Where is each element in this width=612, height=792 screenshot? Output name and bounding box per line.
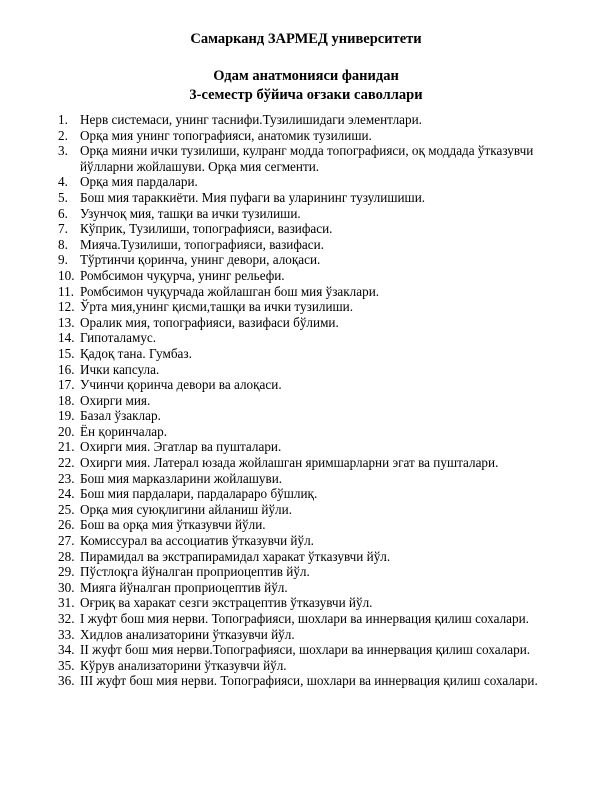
question-number: 15. [58,345,75,361]
question-item [58,268,558,284]
question-text: Гипоталамус. [80,330,157,346]
question-text: Оралик мия, топографияси, вазифаси бўлими. [80,314,339,330]
question-text: Қадоқ тана. Гумбаз. [80,345,192,361]
question-number: 22. [58,455,75,471]
question-number: 32. [58,611,75,626]
question-number: 28. [58,548,75,564]
question-text: Охирги мия. [80,392,151,408]
question-number: 10. [58,267,75,283]
question-number: 19. [58,408,75,424]
question-number: 13. [58,314,75,330]
question-item [58,315,558,331]
question-item [58,595,558,611]
question-text: Бош мия пардалари, пардалараро бўшлиқ. [80,486,318,502]
question-text: Ромбсимон чуқурча, унинг рельефи. [80,267,285,283]
question-item [58,471,558,487]
question-text: Базал ўзаклар. [80,408,161,424]
question-item [58,627,558,643]
question-text: Ички капсула. [80,361,160,377]
question-text: Орқа мия пардалари. [80,174,198,190]
question-text: Хидлов анализаторини ўтказувчи йўл. [80,626,295,642]
question-text: Пўстлоқга йўналган проприоцептив йўл. [80,564,310,580]
question-item [58,424,558,440]
question-number: 8. [58,236,68,252]
subject-title: Одам анатмонияси фанидан [213,68,399,84]
question-number: 12. [58,299,75,315]
question-item [58,330,558,346]
question-text: Охирги мия. Латерал юзада жойлашган яримшарларни эгат ва пушталари. [80,455,499,471]
question-item [58,549,558,565]
question-item [58,580,558,596]
university-title: Самарканд ЗАРМЕД университети [190,31,422,47]
question-text: II жуфт бош мия нерви.Топографияси, шохлари ва иннервация қилиш сохалари. [80,642,531,658]
question-text: Бош ва орқа мия ўтказувчи йўли. [80,517,266,533]
question-text: Кўрув анализаторини ўтказувчи йўл. [80,657,287,673]
question-text: Орқа мия суюқлигини айланиш йўли. [80,501,292,517]
question-item [58,128,558,144]
question-number: 3. [58,143,68,159]
question-number: 16. [58,361,75,377]
question-text: Тўртинчи қоринча, унинг девори, алоқаси. [80,252,321,268]
question-text: Оғриқ ва харакат сезги экстрацептив ўтказувчи йўл. [80,595,373,611]
question-text: Нерв системаси, унинг таснифи.Тузилишидаги элементлари. [80,112,422,127]
question-number: 1. [58,112,68,127]
question-item [58,112,558,128]
question-item [58,174,558,190]
question-number: 20. [58,423,75,439]
question-item [58,284,558,300]
question-item [58,611,558,627]
question-text: I жуфт бош мия нерви. Топографияси, шохлари ва иннервация қилиш сохалари. [80,611,529,626]
question-number: 24. [58,486,75,502]
question-item [58,517,558,533]
question-text: Мияча.Тузилиши, топографияси, вазифаси. [80,236,324,252]
question-text: Мияга йўналган проприоцептив йўл. [80,579,288,595]
question-text: Бош мия марказларини жойлашуви. [80,470,283,486]
question-text: Ромбсимон чуқурчада жойлашган бош мия ўзаклари. [80,283,380,299]
question-number: 6. [58,205,68,221]
question-item [58,408,558,424]
question-number: 21. [58,439,75,455]
question-number: 31. [58,595,75,611]
question-item [58,206,558,222]
question-item [58,533,558,549]
question-number: 14. [58,330,75,346]
question-text: Учинчи қоринча девори ва алоқаси. [80,377,282,393]
question-item [58,377,558,393]
question-text: Комиссурал ва ассоциатив ўтказувчи йўл. [80,533,314,549]
question-number: 18. [58,392,75,408]
question-number: 33. [58,626,75,642]
question-number: 9. [58,252,68,268]
question-item [58,237,558,253]
question-item [58,439,558,455]
questions-list [58,112,558,689]
question-number: 29. [58,564,75,580]
question-number: 7. [58,221,68,237]
question-number: 11. [58,283,74,299]
question-item [58,299,558,315]
question-text: Орқа мияни ички тузилиши, кулранг модда топографияси, оқ моддада ўтказувчи йўлларни жойлашуви. Орқа мия сегменти. [80,143,534,174]
question-number: 27. [58,533,75,549]
question-number: 23. [58,470,75,486]
question-text: Ён қоринчалар. [80,423,168,439]
question-item [58,252,558,268]
question-number: 5. [58,189,68,205]
question-number: 26. [58,517,75,533]
question-item [58,346,558,362]
question-number: 2. [58,127,68,143]
question-number: 36. [58,673,75,689]
question-item [58,564,558,580]
question-text: Узунчоқ мия, ташқи ва ички тузилиши. [80,205,301,221]
question-number: 30. [58,579,75,595]
question-item [58,221,558,237]
question-number: 35. [58,657,75,673]
question-item [58,502,558,518]
question-item [58,190,558,206]
question-number: 25. [58,501,75,517]
question-text: Кўприк, Тузилиши, топографияси, вазифаси. [80,221,333,237]
question-text: Ўрта мия,унинг қисми,ташқи ва ички тузилиши. [80,299,354,315]
question-item [58,486,558,502]
question-text: Пирамидал ва экстрапирамидал харакат ўтказувчи йўл. [80,548,391,564]
question-text: Охирги мия. Эгатлар ва пушталари. [80,439,282,455]
question-item [58,455,558,471]
question-item [58,642,558,658]
question-text: Орқа мия унинг топографияси, анатомик тузилиши. [80,127,372,143]
question-text: Бош мия тараккиёти. Мия пуфаги ва уларининг тузулишиши. [80,189,426,205]
question-item [58,673,558,689]
question-text: III жуфт бош мия нерви. Топографияси, шохлари ва иннервация қилиш сохалари. [80,673,538,689]
question-number: 17. [58,377,75,393]
semester-title: 3-семестр бўйича оғзаки саволлари [189,87,423,103]
question-item [58,658,558,674]
question-item [58,362,558,378]
question-item [58,393,558,409]
question-number: 4. [58,174,68,190]
question-item [58,143,558,174]
question-number: 34. [58,642,75,658]
